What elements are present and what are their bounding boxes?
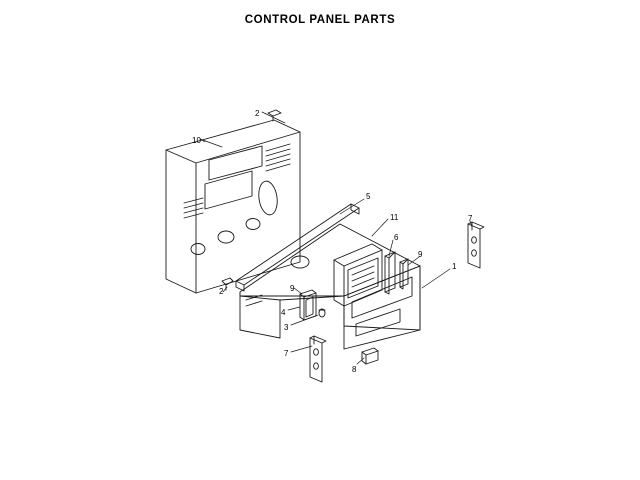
callout-1: 1 (452, 262, 457, 271)
trim-rail (236, 204, 359, 291)
console-body (240, 224, 423, 349)
page-title: CONTROL PANEL PARTS (244, 14, 396, 26)
left-small-parts-cluster (300, 290, 325, 320)
callout-5: 5 (366, 192, 371, 201)
callout-8: 8 (352, 365, 357, 374)
callout-2b: 2 (219, 287, 224, 296)
callout-9b: 9 (290, 284, 295, 293)
callout-6: 6 (394, 233, 399, 242)
callout-2a: 2 (255, 109, 260, 118)
item8-small-part (362, 348, 378, 364)
callout-3: 3 (284, 323, 289, 332)
callout-7b: 7 (284, 349, 289, 358)
callout-4: 4 (281, 308, 286, 317)
right-small-bracket (400, 259, 408, 289)
callout-7a: 7 (468, 214, 473, 223)
callout-10: 10 (192, 136, 201, 145)
upper-right-bracket (468, 222, 484, 268)
callout-9a: 9 (418, 250, 423, 259)
lower-left-bracket (310, 336, 326, 382)
callout-11: 11 (390, 213, 399, 222)
electronic-control-board (334, 244, 382, 306)
rear-backguard-panel (166, 110, 300, 293)
